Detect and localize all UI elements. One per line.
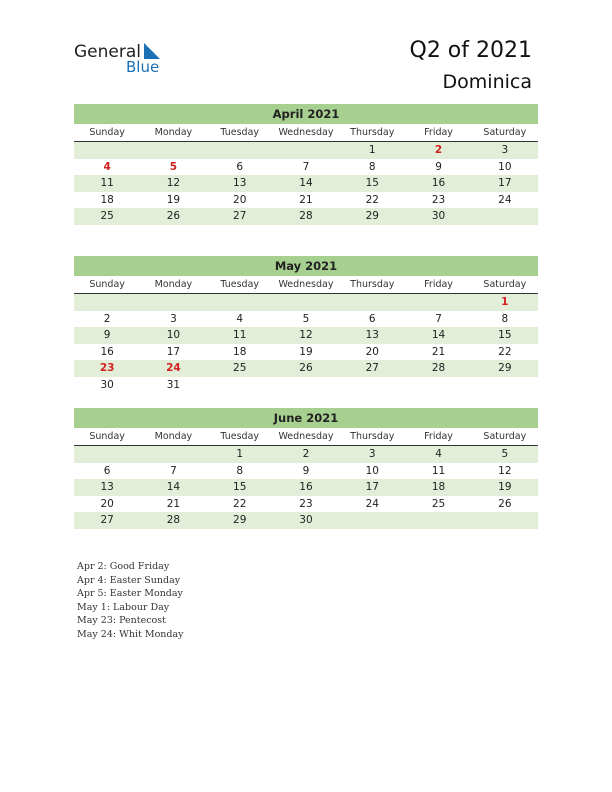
day-cell: 20	[100, 497, 114, 510]
week-row	[74, 192, 538, 209]
day-cell: 20	[233, 193, 247, 206]
day-cell: 3	[368, 448, 376, 460]
day-cell: 18	[431, 481, 446, 493]
day-cell: 13	[100, 481, 114, 493]
weekday-label: Wednesday	[278, 127, 334, 138]
day-cell: 7	[435, 312, 442, 325]
weekday-label: Thursday	[350, 127, 395, 138]
day-cell: 22	[233, 497, 247, 510]
month-title: April 2021	[74, 104, 538, 124]
day-cell: 13	[365, 329, 379, 341]
week-row	[74, 175, 538, 192]
week-row	[74, 479, 538, 496]
weekday-label: Tuesday	[220, 127, 260, 138]
month-title: June 2021	[74, 408, 538, 428]
day-cell: 23	[431, 193, 446, 206]
day-cell	[405, 512, 471, 529]
day-cell: 18	[233, 345, 247, 358]
day-cell	[339, 294, 405, 311]
weekday-label: Saturday	[483, 279, 527, 290]
day-cell: 3	[170, 312, 177, 325]
weekday-label: Friday	[424, 127, 453, 138]
day-cell	[207, 142, 273, 159]
day-cell: 25	[233, 362, 247, 374]
day-cell: 26	[166, 210, 181, 222]
day-cell: 8	[501, 312, 509, 325]
month-calendar-april	[74, 104, 538, 225]
weekday-header-row	[74, 278, 538, 294]
day-cell	[140, 294, 206, 311]
weekday-label: Wednesday	[278, 279, 334, 290]
weekday-label: Thursday	[350, 279, 395, 290]
day-cell: 28	[431, 362, 446, 374]
day-cell: 10	[498, 160, 512, 173]
day-cell: 2	[302, 448, 310, 460]
logo-word-blue: Blue	[126, 58, 160, 76]
weekday-label: Tuesday	[220, 431, 260, 442]
day-cell: 7	[170, 464, 177, 477]
day-cell: 14	[431, 329, 446, 341]
week-row	[74, 311, 538, 328]
holiday-note: May 23: Pentecost	[77, 615, 166, 626]
day-cell: 18	[100, 193, 114, 206]
day-cell: 13	[233, 177, 247, 189]
day-cell: 17	[498, 177, 512, 189]
day-cell: 21	[166, 497, 181, 510]
day-cell: 2	[103, 312, 111, 325]
week-row	[74, 294, 538, 311]
day-cell: 11	[233, 329, 247, 341]
weekday-label: Monday	[154, 127, 193, 138]
day-cell: 7	[302, 160, 310, 173]
day-cell: 1	[501, 296, 509, 308]
day-cell: 30	[299, 514, 313, 526]
day-cell: 4	[236, 312, 244, 325]
day-cell: 12	[498, 464, 512, 477]
country-name: Dominica	[442, 71, 532, 93]
day-cell: 11	[431, 464, 446, 477]
day-cell: 1	[368, 144, 376, 156]
day-cell: 9	[302, 464, 310, 477]
day-cell: 6	[103, 464, 111, 477]
day-cell: 19	[498, 481, 512, 493]
page-title: Q2 of 2021	[409, 38, 532, 63]
day-cell: 4	[103, 160, 111, 173]
week-row	[74, 344, 538, 361]
week-row	[74, 463, 538, 480]
day-cell	[273, 294, 339, 311]
weekday-header-row	[74, 126, 538, 142]
day-cell	[339, 512, 405, 529]
week-row	[74, 496, 538, 513]
month-title: May 2021	[74, 256, 538, 276]
day-cell: 28	[299, 210, 313, 222]
day-cell: 29	[498, 362, 512, 374]
day-cell: 23	[99, 362, 115, 374]
day-cell: 27	[100, 514, 114, 526]
day-cell	[339, 377, 405, 394]
day-cell: 9	[103, 329, 111, 341]
day-cell	[207, 294, 273, 311]
weekday-label: Sunday	[89, 431, 125, 442]
day-cell: 22	[365, 193, 379, 206]
week-row	[74, 142, 538, 159]
day-cell: 24	[166, 362, 181, 374]
holiday-note: Apr 5: Easter Monday	[77, 588, 183, 599]
week-row	[74, 327, 538, 344]
month-calendar-may	[74, 256, 538, 393]
day-cell: 30	[431, 210, 446, 222]
day-cell: 12	[166, 177, 181, 189]
day-cell	[472, 512, 538, 529]
week-row	[74, 360, 538, 377]
logo-word-general: General	[74, 42, 141, 62]
day-cell: 5	[302, 312, 310, 325]
day-cell	[273, 377, 339, 394]
day-cell: 16	[431, 177, 446, 189]
day-cell: 22	[498, 345, 512, 358]
holiday-note: Apr 4: Easter Sunday	[77, 574, 181, 586]
day-cell: 25	[431, 497, 446, 510]
day-cell: 25	[100, 210, 114, 222]
weekday-label: Monday	[154, 431, 193, 442]
day-cell: 5	[501, 448, 509, 460]
weekday-label: Sunday	[89, 127, 125, 138]
day-cell: 24	[498, 193, 512, 206]
day-cell: 20	[365, 345, 379, 358]
weekday-label: Tuesday	[220, 279, 260, 290]
day-cell: 11	[100, 177, 114, 189]
day-cell	[472, 208, 538, 225]
day-cell	[405, 377, 471, 394]
weekday-label: Sunday	[89, 279, 125, 290]
day-cell	[74, 294, 140, 311]
day-cell	[74, 446, 140, 463]
day-cell: 8	[236, 464, 244, 477]
day-cell: 5	[169, 160, 178, 173]
day-cell: 15	[365, 177, 379, 189]
day-cell	[140, 142, 206, 159]
day-cell	[472, 377, 538, 394]
day-cell: 15	[233, 481, 247, 493]
day-cell	[74, 142, 140, 159]
day-cell: 6	[368, 312, 376, 325]
day-cell: 4	[435, 448, 442, 460]
holiday-note: Apr 2: Good Friday	[77, 561, 170, 572]
day-cell: 6	[236, 160, 244, 173]
weekday-label: Saturday	[483, 127, 527, 138]
week-row	[74, 208, 538, 225]
weekday-label: Monday	[154, 279, 193, 290]
holiday-note: May 24: Whit Monday	[77, 628, 184, 640]
day-cell: 24	[365, 497, 379, 510]
day-cell: 27	[365, 362, 379, 374]
day-cell: 14	[166, 481, 181, 493]
day-cell: 16	[299, 481, 313, 493]
weekday-label: Saturday	[483, 431, 527, 442]
day-cell: 10	[166, 329, 181, 341]
day-cell: 17	[365, 481, 379, 493]
week-row	[74, 446, 538, 463]
day-cell: 17	[166, 345, 181, 358]
holiday-note: May 1: Labour Day	[77, 601, 170, 613]
day-cell: 19	[166, 193, 181, 206]
weekday-label: Friday	[424, 279, 453, 290]
day-cell: 26	[299, 362, 313, 374]
day-cell: 23	[299, 497, 313, 510]
day-cell: 9	[435, 160, 442, 173]
weekday-label: Friday	[424, 431, 453, 442]
day-cell: 16	[100, 345, 114, 358]
day-cell: 14	[299, 177, 313, 189]
week-row	[74, 377, 538, 394]
month-calendar-june	[74, 408, 538, 529]
weekday-label: Thursday	[350, 431, 395, 442]
day-cell: 30	[100, 378, 114, 391]
day-cell	[273, 142, 339, 159]
day-cell: 1	[236, 448, 244, 460]
day-cell: 19	[299, 345, 313, 358]
day-cell: 26	[498, 497, 512, 510]
day-cell: 2	[434, 144, 443, 156]
day-cell	[207, 377, 273, 394]
day-cell: 29	[233, 514, 247, 526]
day-cell: 21	[431, 345, 446, 358]
holiday-notes	[77, 560, 184, 641]
day-cell: 15	[498, 329, 512, 341]
weekday-label: Wednesday	[278, 431, 334, 442]
week-row	[74, 512, 538, 529]
day-cell: 10	[365, 464, 379, 477]
week-row	[74, 159, 538, 176]
day-cell	[405, 294, 471, 311]
day-cell: 29	[365, 210, 379, 222]
day-cell: 12	[299, 329, 313, 341]
day-cell	[140, 446, 206, 463]
day-cell: 28	[166, 514, 181, 526]
day-cell: 3	[501, 144, 509, 156]
day-cell: 27	[233, 210, 247, 222]
weekday-header-row	[74, 430, 538, 446]
day-cell: 8	[368, 160, 376, 173]
day-cell: 21	[299, 193, 313, 206]
day-cell: 31	[166, 378, 181, 391]
